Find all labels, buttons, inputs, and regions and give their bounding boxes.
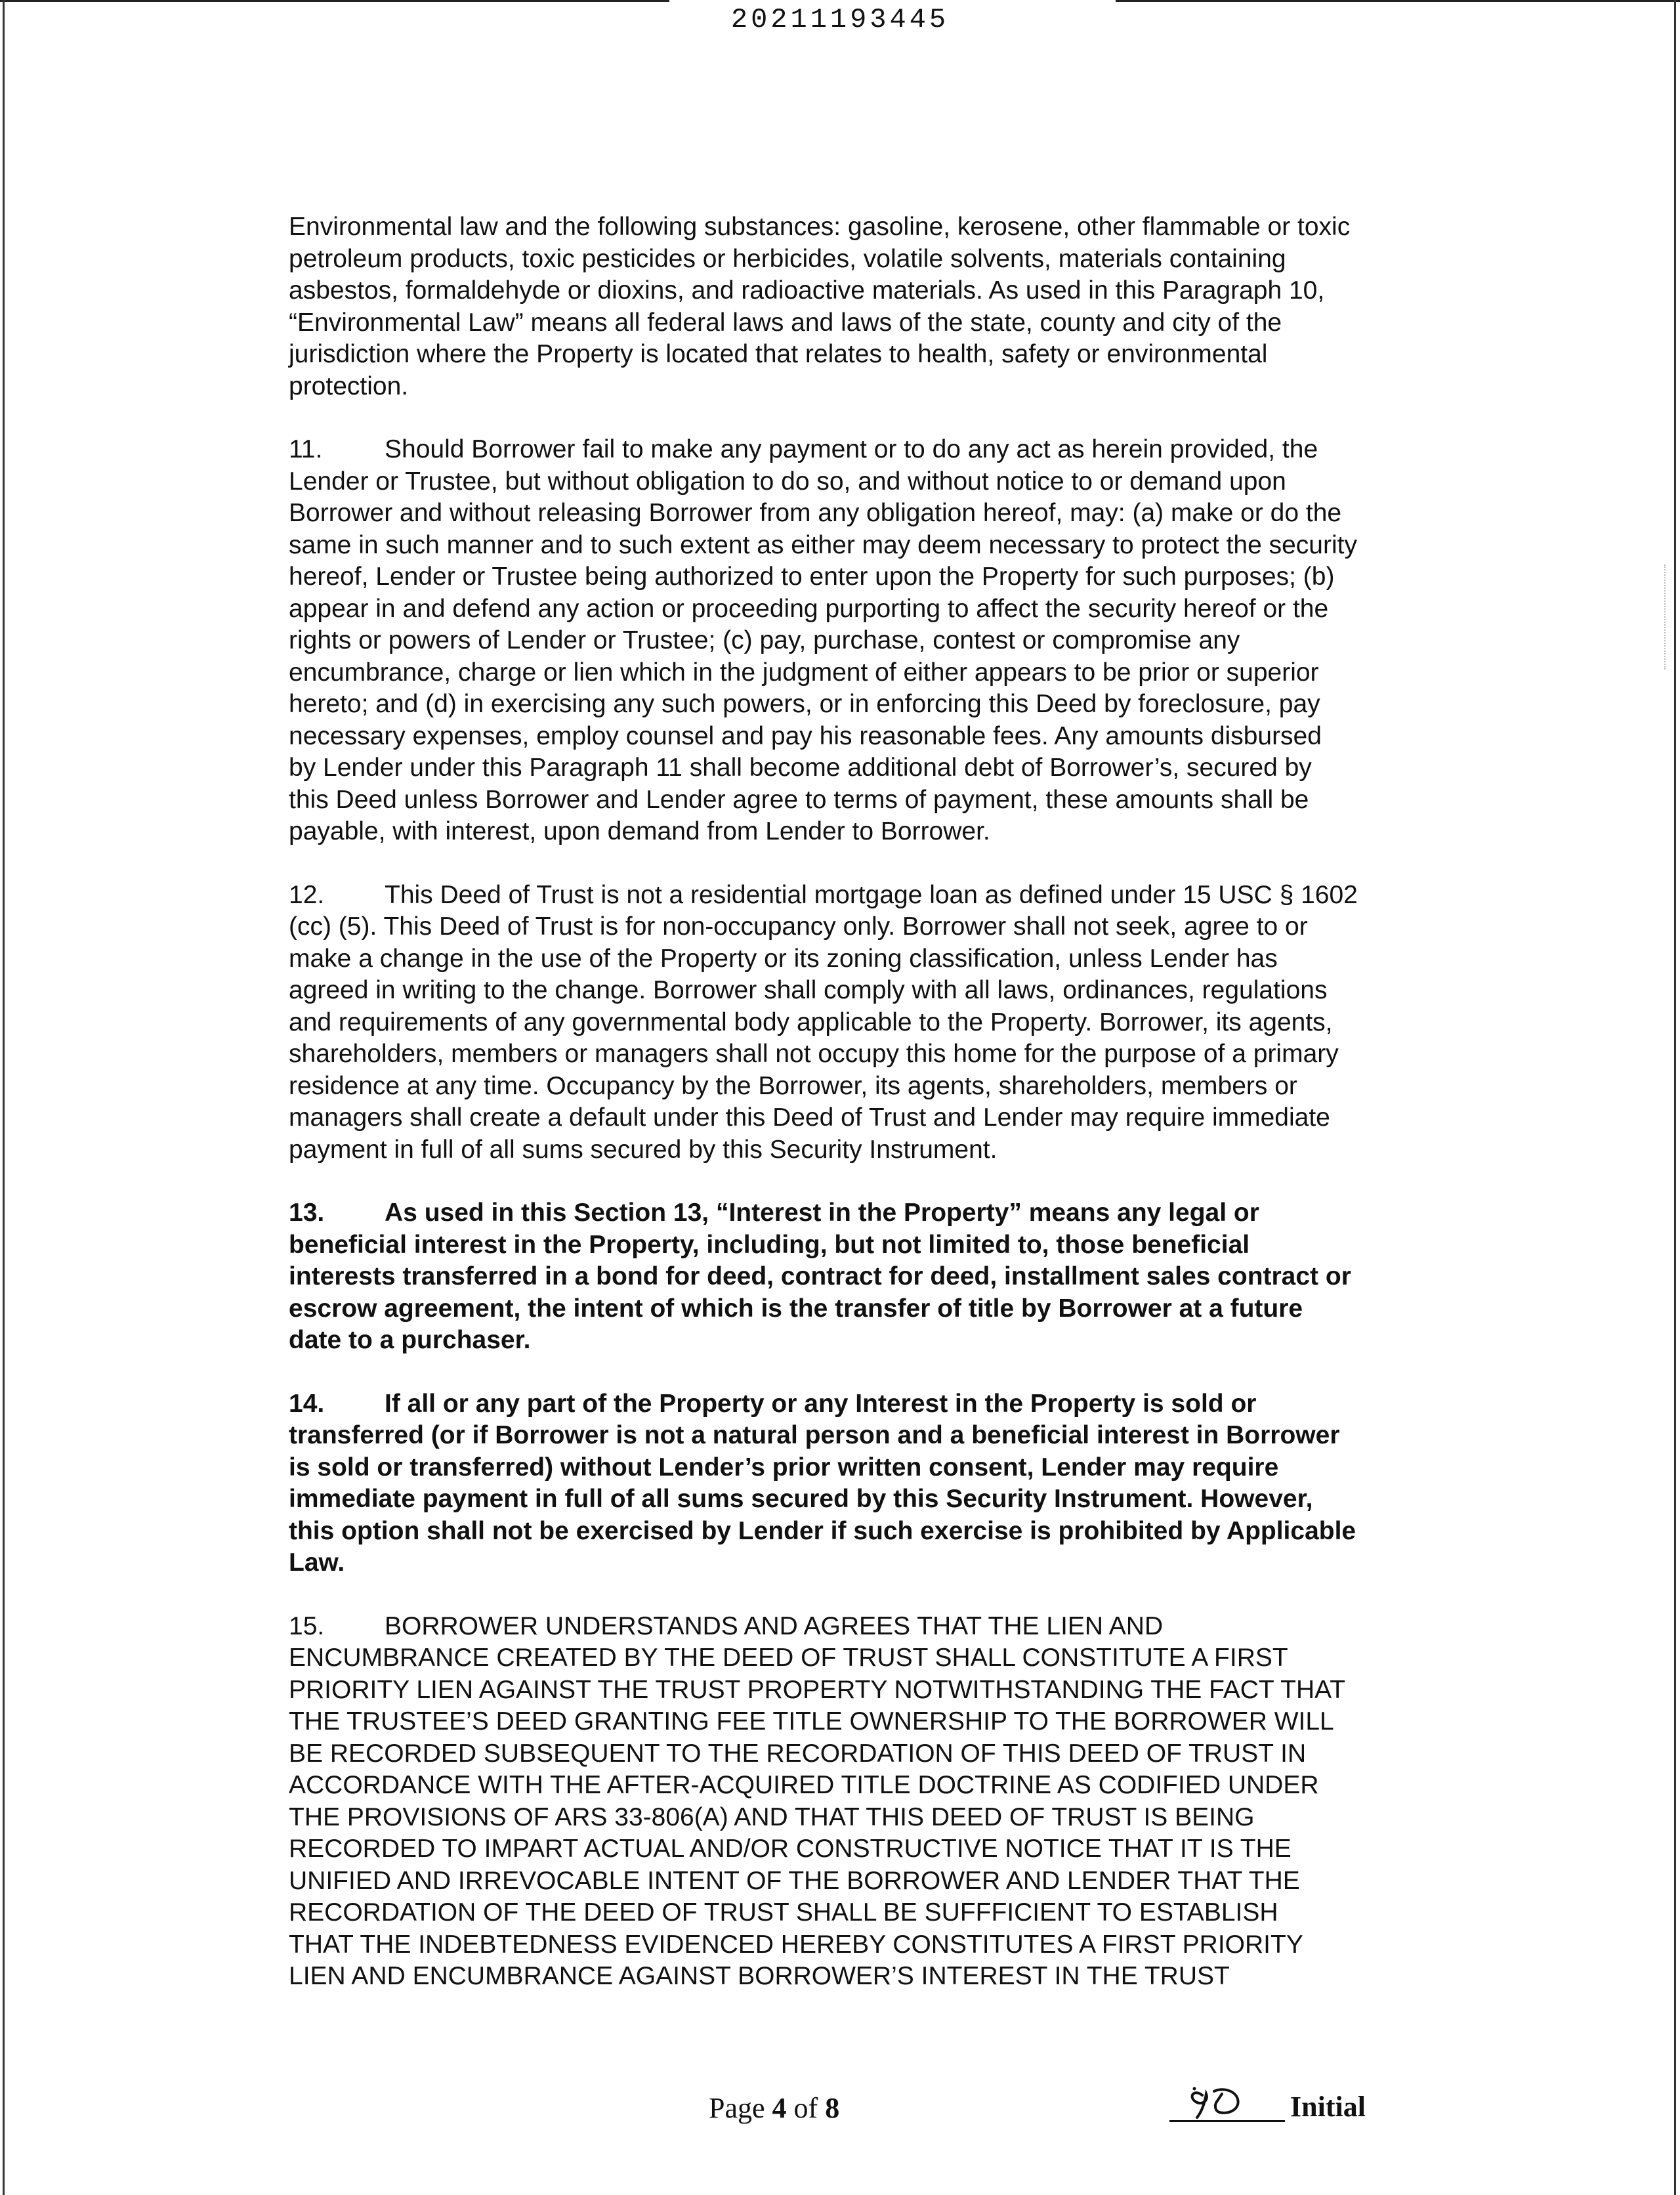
paragraph-number: 11. [289,435,323,463]
paragraph-text: This Deed of Trust is not a residential mortgage loan as defined under 15 USC § 1602 (cc) (5). This Deed of Trust is for non-occupancy only. Borrower shall not seek, agree to or make a change in the use of the Property or its zoning classification, unless Lender has agreed in writing to the change. Borrower shall comply with all laws, ordinances, regulations and requirements of any governmental body applicable to the Property. Borrower, its agents, shareholders, members or managers shall not occupy this home for the purpose of a primary residence at any time. Occupancy by the Borrower, its agents, shareholders, members or managers shall create a default under this Deed of Trust and Lender may require immediate payment in full of all sums secured by this Security Instrument. [289,880,1358,1164]
paragraph-11 [289,434,1445,848]
scan-left-edge [3,0,5,2195]
paragraph-10-continued: Environmental law and the following substances: gasoline, kerosene, other flammable or toxic petroleum products, toxic pesticides or herbicides, volatile solvents, materials containing asbestos, formaldehyde or dioxins, and radioactive materials. As used in this Paragraph 10, “Environmental Law” means all federal laws and laws of the state, county and city of the jurisdiction where the Property is located that relates to health, safety or environmental protection. [289,213,1351,400]
top-border-left [0,0,669,2]
paragraph-number: 15. [289,1611,325,1640]
scan-right-edge [1674,0,1676,2195]
paragraph-12 [289,880,1445,1166]
page-current: 4 [772,2092,787,2124]
initial-block [1169,2082,1603,2128]
initial-line [1169,2120,1285,2122]
paragraph-number: 13. [289,1199,325,1227]
recording-number: 20211193445 [730,4,950,35]
page-number [709,2091,839,2125]
paragraph-14 [289,1388,1445,1579]
paragraph-text: BORROWER UNDERSTANDS AND AGREES THAT THE LIEN AND ENCUMBRANCE CREATED BY THE DEED OF TRUST SHALL CONSTITUTE A FIRST PRIORITY LIEN AGAINST THE TRUST PROPERTY NOTWITHSTANDING THE FACT THAT THE TRUSTEE’S DEED GRANTING FEE TITLE OWNERSHIP TO THE BORROWER WILL BE RECORDED SUBSEQUENT TO THE RECORDATION OF THIS DEED OF TRUST IN ACCORDANCE WITH THE AFTER-ACQUIRED TITLE DOCTRINE AS CODIFIED UNDER THE PROVISIONS OF ARS 33-806(A) AND THAT THIS DEED OF TRUST IS BEING RECORDED TO IMPART ACTUAL AND/OR CONSTRUCTIVE NOTICE THAT IT IS THE UNIFIED AND IRREVOCABLE INTENT OF THE BORROWER AND LENDER THAT THE RECORDATION OF THE DEED OF TRUST SHALL BE SUFFFICIENT TO ESTABLISH THAT THE INDEBTEDNESS EVIDENCED HEREBY CONSTITUTES A FIRST PRIORITY LIEN AND ENCUMBRANCE AGAINST BORROWER’S INTEREST IN THE TRUST [289,1611,1346,1990]
paragraph-text: Should Borrower fail to make any payment or to do any act as herein provided, the Lender or Trustee, but without obligation to do so, and without notice to or demand upon Borrower and without releasing Borrower from any obligation hereof, may: (a) make or do the same in such manner and to such extent as either may deem necessary to protect the security hereof, Lender or Trustee being authorized to enter upon the Property for such purposes; (b) appear in and defend any action or proceeding purporting to affect the security hereof or the rights or powers of Lender or Trustee; (c) pay, purchase, contest or compromise any encumbrance, charge or lien which in the judgment of either appears to be prior or superior hereto; and (d) in exercising any such powers, or in enforcing this Deed by foreclosure, pay necessary expenses, employ counsel and pay his reasonable fees. Any amounts disbursed by Lender under this Paragraph 11 shall become additional debt of Borrower’s, secured by this Deed unless Borrower and Lender agree to terms of payment, these amounts shall be payable, with interest, upon demand from Lender to Borrower. [289,435,1357,845]
page-of: of [793,2092,818,2124]
top-border-right [1116,0,1680,2]
paragraph-text: If all or any part of the Property or any Interest in the Property is sold or transferred (or if Borrower is not a natural person and a beneficial interest in Borrower is sold or transferred) without Lender’s prior written consent, Lender may require immediate payment in full of all sums secured by this Security Instrument. However, this option shall not be exercised by Lender if such exercise is prohibited by Applicable Law. [289,1389,1356,1577]
paragraph-15 [289,1611,1445,1993]
paragraph-number: 14. [289,1389,325,1418]
paragraph-number: 12. [289,880,325,909]
scan-artifact [1664,565,1667,670]
handwritten-initials-icon [1183,2082,1274,2121]
initial-label: Initial [1290,2091,1366,2123]
paragraph-text: As used in this Section 13, “Interest in the Property” means any legal or beneficial interest in the Property, including, but not limited to, those beneficial interests transferred in a bond for deed, contract for deed, installment sales contract or escrow agreement, the intent of which is the transfer of title by Borrower at a future date to a purchaser. [289,1199,1351,1354]
paragraph-13 [289,1197,1445,1357]
page-total: 8 [825,2092,840,2124]
page-word: Page [709,2092,765,2124]
document-body [289,211,1445,1993]
